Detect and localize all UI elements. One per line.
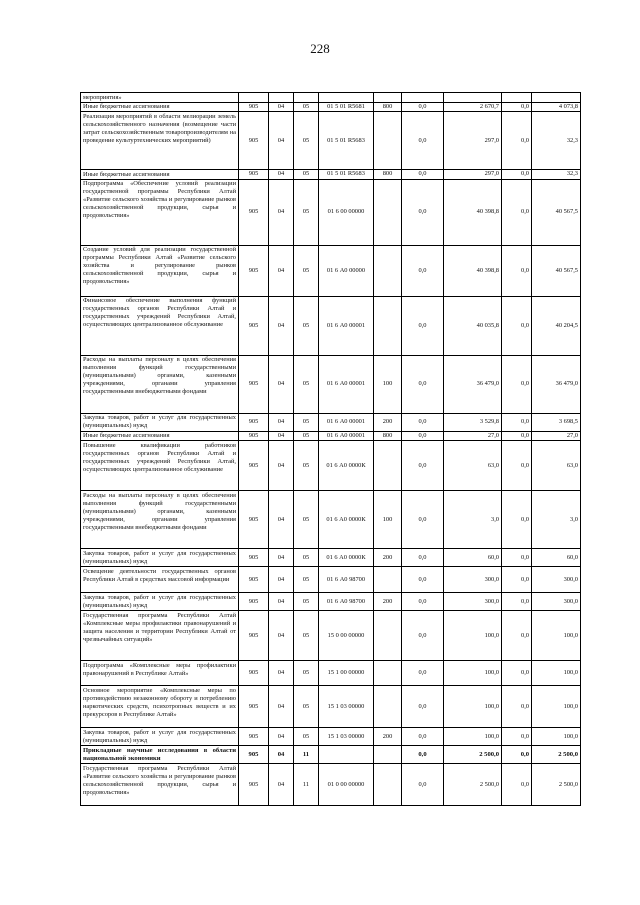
cell-amount-3: 0,0 <box>502 686 532 728</box>
cell-amount-4: 32,3 <box>532 170 581 180</box>
cell-amount-3: 0,0 <box>502 549 532 567</box>
cell-amount-1: 0,0 <box>402 567 444 593</box>
cell-section: 04 <box>269 441 294 491</box>
cell-amount-3: 0,0 <box>502 245 532 296</box>
table-row <box>81 567 581 593</box>
cell-expense-type <box>374 661 402 686</box>
cell-amount-3: 0,0 <box>502 567 532 593</box>
cell-ministry-code: 905 <box>239 491 269 549</box>
cell-amount-4: 4 073,8 <box>532 102 581 112</box>
cell-section: 04 <box>269 296 294 355</box>
cell-expense-type <box>374 245 402 296</box>
cell-section: 04 <box>269 567 294 593</box>
cell-amount-2: 40 398,8 <box>444 179 502 245</box>
cell-amount-1 <box>402 93 444 103</box>
cell-subsection: 05 <box>294 102 319 112</box>
cell-target-article: 01 6 00 00000 <box>319 179 374 245</box>
cell-amount-3: 0,0 <box>502 441 532 491</box>
cell-ministry-code: 905 <box>239 245 269 296</box>
cell-section: 04 <box>269 746 294 764</box>
cell-amount-4: 2 500,0 <box>532 764 581 806</box>
cell-amount-4: 100,0 <box>532 611 581 661</box>
cell-section: 04 <box>269 413 294 431</box>
cell-section: 04 <box>269 593 294 611</box>
cell-description: Иные бюджетные ассигнования <box>81 102 239 112</box>
cell-expense-type <box>374 179 402 245</box>
cell-expense-type: 800 <box>374 431 402 441</box>
cell-target-article: 01 6 А0 00001 <box>319 413 374 431</box>
cell-amount-3: 0,0 <box>502 431 532 441</box>
cell-ministry-code: 905 <box>239 170 269 180</box>
table-row <box>81 112 581 170</box>
cell-description: Государственная программа Республики Алтай «Развитие сельского хозяйства и регулирование рынков сельскохозяйственной продукции, сырья и продовольствия» <box>81 764 239 806</box>
cell-ministry-code: 905 <box>239 611 269 661</box>
cell-description: Расходы на выплаты персоналу в целях обеспечения выполнения функций государственными (муниципальными) органами, казенными учреждениями, органами управления государственными внебюджетными фондами <box>81 355 239 413</box>
cell-amount-4: 300,0 <box>532 593 581 611</box>
cell-ministry-code: 905 <box>239 593 269 611</box>
cell-ministry-code: 905 <box>239 764 269 806</box>
cell-amount-2: 297,0 <box>444 170 502 180</box>
cell-target-article: 01 6 А0 00001 <box>319 355 374 413</box>
table-row <box>81 661 581 686</box>
cell-amount-1: 0,0 <box>402 611 444 661</box>
cell-section: 04 <box>269 431 294 441</box>
cell-amount-1: 0,0 <box>402 728 444 746</box>
cell-section: 04 <box>269 611 294 661</box>
cell-amount-1: 0,0 <box>402 764 444 806</box>
cell-amount-2: 27,0 <box>444 431 502 441</box>
cell-expense-type: 200 <box>374 413 402 431</box>
cell-expense-type: 800 <box>374 170 402 180</box>
cell-expense-type: 200 <box>374 593 402 611</box>
table-row <box>81 296 581 355</box>
cell-amount-2: 300,0 <box>444 593 502 611</box>
cell-amount-1: 0,0 <box>402 746 444 764</box>
cell-amount-2: 2 670,7 <box>444 102 502 112</box>
cell-expense-type: 200 <box>374 728 402 746</box>
cell-subsection: 05 <box>294 686 319 728</box>
cell-description: Иные бюджетные ассигнования <box>81 170 239 180</box>
cell-amount-2: 100,0 <box>444 661 502 686</box>
cell-section: 04 <box>269 179 294 245</box>
cell-target-article: 01 6 А0 0000К <box>319 491 374 549</box>
cell-ministry-code <box>239 93 269 103</box>
cell-amount-4 <box>532 93 581 103</box>
cell-subsection: 11 <box>294 746 319 764</box>
table-row <box>81 491 581 549</box>
cell-ministry-code: 905 <box>239 567 269 593</box>
cell-ministry-code: 905 <box>239 413 269 431</box>
table-row <box>81 549 581 567</box>
cell-amount-2: 300,0 <box>444 567 502 593</box>
cell-amount-1: 0,0 <box>402 441 444 491</box>
table-row <box>81 179 581 245</box>
cell-amount-1: 0,0 <box>402 593 444 611</box>
cell-amount-2: 40 035,8 <box>444 296 502 355</box>
cell-amount-1: 0,0 <box>402 491 444 549</box>
table-row <box>81 102 581 112</box>
cell-target-article: 01 6 А0 00001 <box>319 431 374 441</box>
cell-target-article <box>319 746 374 764</box>
cell-amount-2: 3,0 <box>444 491 502 549</box>
cell-subsection: 05 <box>294 112 319 170</box>
cell-ministry-code: 905 <box>239 746 269 764</box>
cell-target-article: 01 6 А0 0000К <box>319 549 374 567</box>
cell-amount-2 <box>444 93 502 103</box>
table-row <box>81 611 581 661</box>
cell-amount-1: 0,0 <box>402 355 444 413</box>
cell-section: 04 <box>269 764 294 806</box>
cell-amount-2: 60,0 <box>444 549 502 567</box>
cell-expense-type <box>374 611 402 661</box>
table-row <box>81 431 581 441</box>
cell-amount-2: 100,0 <box>444 611 502 661</box>
cell-section <box>269 93 294 103</box>
cell-subsection: 05 <box>294 661 319 686</box>
table-row <box>81 355 581 413</box>
cell-section: 04 <box>269 491 294 549</box>
cell-expense-type <box>374 686 402 728</box>
cell-expense-type: 100 <box>374 491 402 549</box>
cell-description: Расходы на выплаты персоналу в целях обеспечения выполнения функций государственными (муниципальными) органами, казенными учреждениями, органами управления государственными внебюджетными фондами <box>81 491 239 549</box>
table-row <box>81 170 581 180</box>
cell-subsection: 05 <box>294 593 319 611</box>
cell-description: Создание условий для реализации государственной программы Республики Алтай «Развитие сельского хозяйства и регулирование рынков сельскохозяйственной продукции, сырья и продовольствия» <box>81 245 239 296</box>
cell-description: Основное мероприятие «Комплексные меры по противодействию незаконному обороту и потреблению наркотических средств, психотропных веществ и их прекурсоров в Республике Алтай» <box>81 686 239 728</box>
cell-amount-1: 0,0 <box>402 686 444 728</box>
cell-amount-3: 0,0 <box>502 593 532 611</box>
cell-section: 04 <box>269 549 294 567</box>
cell-ministry-code: 905 <box>239 355 269 413</box>
cell-amount-3: 0,0 <box>502 728 532 746</box>
cell-subsection: 05 <box>294 170 319 180</box>
cell-amount-4: 60,0 <box>532 549 581 567</box>
cell-target-article: 01 5 01 R5683 <box>319 112 374 170</box>
cell-amount-4: 27,0 <box>532 431 581 441</box>
cell-subsection: 05 <box>294 567 319 593</box>
cell-description: Прикладные научные исследования в области национальной экономики <box>81 746 239 764</box>
cell-subsection: 05 <box>294 296 319 355</box>
cell-ministry-code: 905 <box>239 296 269 355</box>
cell-amount-3: 0,0 <box>502 413 532 431</box>
cell-target-article: 01 6 А0 00000 <box>319 245 374 296</box>
page-number: 228 <box>310 41 330 56</box>
cell-amount-4: 100,0 <box>532 686 581 728</box>
cell-amount-3: 0,0 <box>502 764 532 806</box>
cell-subsection: 05 <box>294 728 319 746</box>
cell-target-article <box>319 93 374 103</box>
cell-amount-4: 100,0 <box>532 728 581 746</box>
cell-description: Закупка товаров, работ и услуг для государственных (муниципальных) нужд <box>81 413 239 431</box>
budget-table <box>80 92 581 806</box>
cell-description: Закупка товаров, работ и услуг для государственных (муниципальных) нужд <box>81 728 239 746</box>
cell-description: Подпрограмма «Комплексные меры профилактики правонарушений в Республике Алтай» <box>81 661 239 686</box>
cell-expense-type <box>374 764 402 806</box>
cell-description: Иные бюджетные ассигнования <box>81 431 239 441</box>
cell-section: 04 <box>269 102 294 112</box>
cell-amount-3: 0,0 <box>502 746 532 764</box>
cell-amount-1: 0,0 <box>402 112 444 170</box>
cell-target-article: 01 6 А0 98700 <box>319 567 374 593</box>
cell-amount-4: 40 567,5 <box>532 179 581 245</box>
cell-amount-4: 40 567,5 <box>532 245 581 296</box>
cell-subsection: 05 <box>294 441 319 491</box>
cell-amount-1: 0,0 <box>402 102 444 112</box>
cell-section: 04 <box>269 245 294 296</box>
cell-amount-2: 3 529,8 <box>444 413 502 431</box>
cell-target-article: 01 0 00 00000 <box>319 764 374 806</box>
table-row <box>81 746 581 764</box>
cell-section: 04 <box>269 686 294 728</box>
cell-amount-4: 100,0 <box>532 661 581 686</box>
cell-section: 04 <box>269 112 294 170</box>
cell-description: Государственная программа Республики Алтай «Комплексные меры профилактики правонарушений и защита населения и территории Республики Алтай от чрезвычайных ситуаций» <box>81 611 239 661</box>
cell-subsection: 05 <box>294 491 319 549</box>
cell-ministry-code: 905 <box>239 549 269 567</box>
cell-section: 04 <box>269 728 294 746</box>
cell-subsection <box>294 93 319 103</box>
cell-amount-1: 0,0 <box>402 245 444 296</box>
cell-amount-1: 0,0 <box>402 170 444 180</box>
table-row <box>81 593 581 611</box>
cell-subsection: 05 <box>294 179 319 245</box>
cell-amount-4: 63,0 <box>532 441 581 491</box>
cell-ministry-code: 905 <box>239 112 269 170</box>
cell-amount-1: 0,0 <box>402 179 444 245</box>
cell-amount-1: 0,0 <box>402 296 444 355</box>
cell-description: мероприятия» <box>81 93 239 103</box>
cell-target-article: 01 6 А0 98700 <box>319 593 374 611</box>
cell-expense-type <box>374 567 402 593</box>
cell-subsection: 05 <box>294 355 319 413</box>
cell-amount-3: 0,0 <box>502 296 532 355</box>
cell-amount-4: 3,0 <box>532 491 581 549</box>
cell-description: Повышение квалификации работников государственных органов Республики Алтай и государственных учреждений Республики Алтай, осуществляющих централизованное обслуживание <box>81 441 239 491</box>
cell-amount-2: 40 398,8 <box>444 245 502 296</box>
cell-target-article: 01 6 А0 00001 <box>319 296 374 355</box>
cell-subsection: 05 <box>294 431 319 441</box>
cell-amount-4: 300,0 <box>532 567 581 593</box>
cell-ministry-code: 905 <box>239 179 269 245</box>
table-row <box>81 245 581 296</box>
cell-target-article: 01 5 01 R5681 <box>319 102 374 112</box>
cell-target-article: 15 1 03 00000 <box>319 686 374 728</box>
cell-section: 04 <box>269 170 294 180</box>
cell-ministry-code: 905 <box>239 441 269 491</box>
cell-amount-2: 297,0 <box>444 112 502 170</box>
cell-amount-4: 2 500,0 <box>532 746 581 764</box>
cell-amount-4: 36 479,0 <box>532 355 581 413</box>
cell-description: Закупка товаров, работ и услуг для государственных (муниципальных) нужд <box>81 549 239 567</box>
cell-amount-3: 0,0 <box>502 611 532 661</box>
cell-subsection: 05 <box>294 549 319 567</box>
cell-expense-type: 200 <box>374 549 402 567</box>
cell-expense-type: 100 <box>374 355 402 413</box>
cell-amount-3: 0,0 <box>502 661 532 686</box>
cell-subsection: 11 <box>294 764 319 806</box>
cell-description: Реализация мероприятий в области мелиорации земель сельскохозяйственного назначения (возмещение части затрат сельскохозяйственным товаропроизводителям на проведение культуртехнических мероприятий) <box>81 112 239 170</box>
table-row <box>81 441 581 491</box>
cell-amount-3: 0,0 <box>502 112 532 170</box>
cell-subsection: 05 <box>294 245 319 296</box>
cell-amount-4: 40 204,5 <box>532 296 581 355</box>
cell-expense-type <box>374 441 402 491</box>
cell-ministry-code: 905 <box>239 661 269 686</box>
cell-ministry-code: 905 <box>239 686 269 728</box>
cell-amount-2: 2 500,0 <box>444 764 502 806</box>
table-row <box>81 686 581 728</box>
cell-amount-2: 63,0 <box>444 441 502 491</box>
cell-amount-2: 100,0 <box>444 686 502 728</box>
table-row <box>81 413 581 431</box>
cell-expense-type <box>374 296 402 355</box>
cell-amount-2: 100,0 <box>444 728 502 746</box>
cell-ministry-code: 905 <box>239 728 269 746</box>
table-row <box>81 728 581 746</box>
cell-amount-3: 0,0 <box>502 179 532 245</box>
cell-target-article: 01 6 А0 0000К <box>319 441 374 491</box>
cell-amount-3: 0,0 <box>502 491 532 549</box>
cell-subsection: 05 <box>294 611 319 661</box>
cell-section: 04 <box>269 661 294 686</box>
cell-expense-type <box>374 746 402 764</box>
cell-description: Освещение деятельности государственных органов Республики Алтай в средствах массовой информации <box>81 567 239 593</box>
cell-amount-3 <box>502 93 532 103</box>
cell-amount-1: 0,0 <box>402 413 444 431</box>
cell-target-article: 15 1 03 00000 <box>319 728 374 746</box>
cell-expense-type <box>374 112 402 170</box>
cell-subsection: 05 <box>294 413 319 431</box>
cell-amount-3: 0,0 <box>502 355 532 413</box>
cell-ministry-code: 905 <box>239 431 269 441</box>
cell-ministry-code: 905 <box>239 102 269 112</box>
cell-description: Финансовое обеспечение выполнения функций государственных органов Республики Алтай и государственных учреждений Республики Алтай, осуществляющих централизованное обслуживание <box>81 296 239 355</box>
cell-amount-3: 0,0 <box>502 170 532 180</box>
cell-section: 04 <box>269 355 294 413</box>
cell-amount-3: 0,0 <box>502 102 532 112</box>
cell-amount-2: 36 479,0 <box>444 355 502 413</box>
cell-amount-4: 3 698,5 <box>532 413 581 431</box>
cell-target-article: 15 0 00 00000 <box>319 611 374 661</box>
table-row <box>81 93 581 103</box>
cell-description: Подпрограмма «Обеспечение условий реализации государственной программы Республики Алтай «Развитие сельского хозяйства и регулирование рынков сельскохозяйственной продукции, сырья и продовольствия» <box>81 179 239 245</box>
cell-amount-1: 0,0 <box>402 549 444 567</box>
cell-description: Закупка товаров, работ и услуг для государственных (муниципальных) нужд <box>81 593 239 611</box>
cell-amount-1: 0,0 <box>402 431 444 441</box>
table-row <box>81 764 581 806</box>
cell-amount-1: 0,0 <box>402 661 444 686</box>
cell-target-article: 15 1 00 00000 <box>319 661 374 686</box>
cell-amount-2: 2 500,0 <box>444 746 502 764</box>
cell-amount-4: 32,3 <box>532 112 581 170</box>
cell-target-article: 01 5 01 R5683 <box>319 170 374 180</box>
cell-expense-type <box>374 93 402 103</box>
cell-expense-type: 800 <box>374 102 402 112</box>
